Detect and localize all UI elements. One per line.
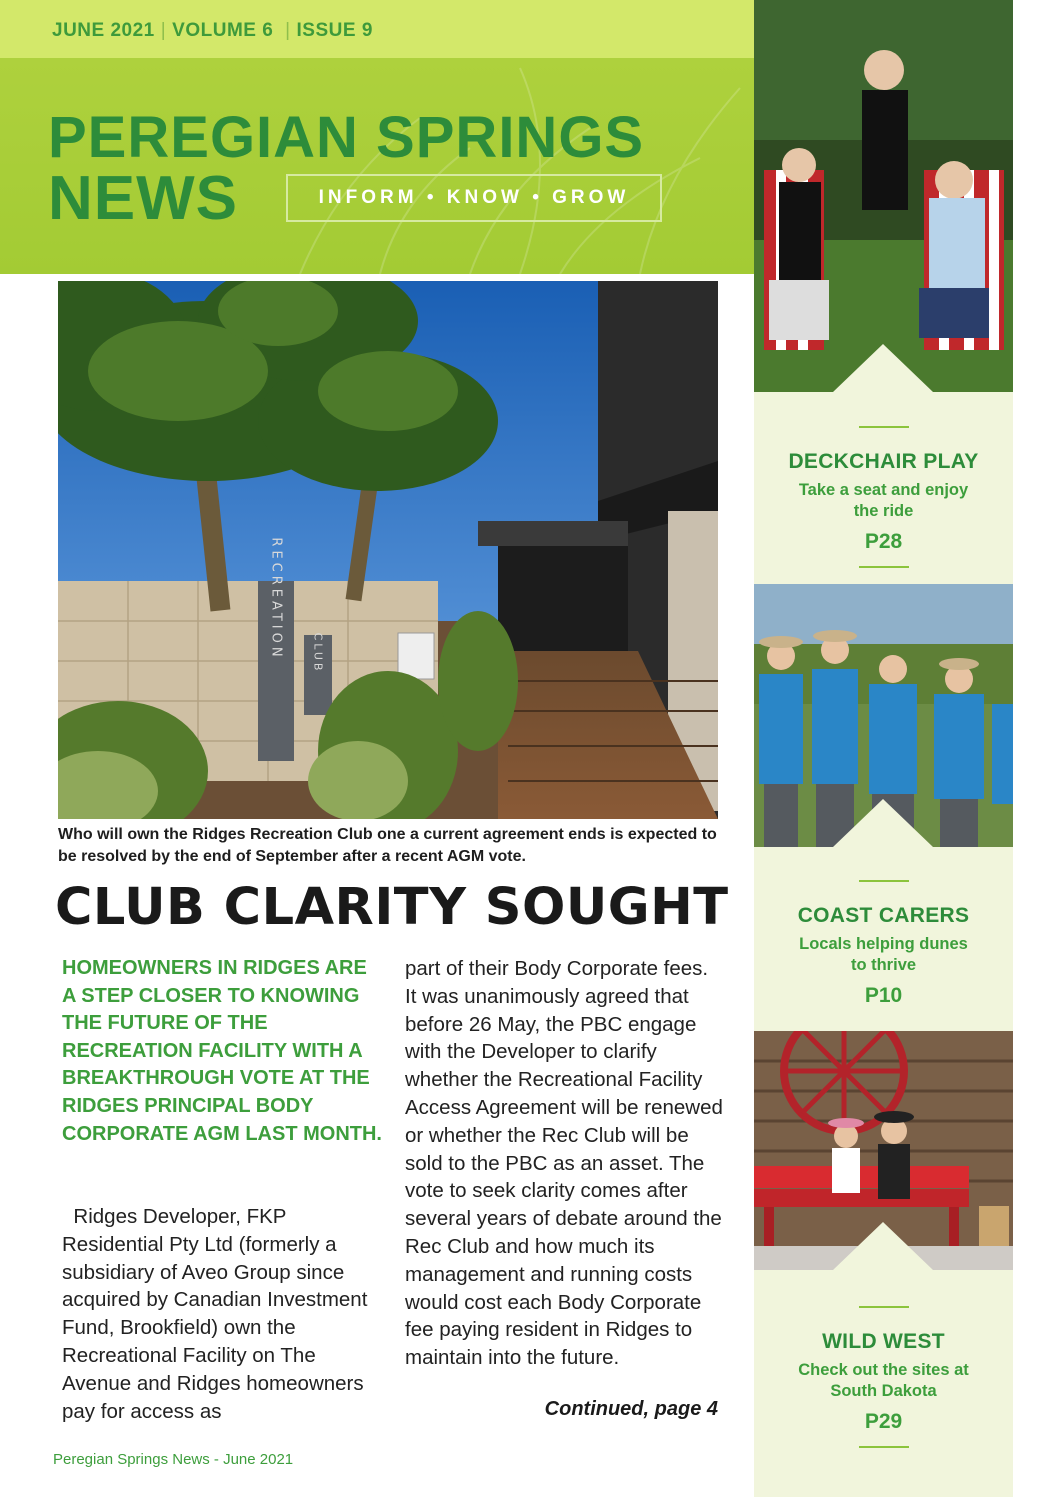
deckchair-photo[interactable] [754, 0, 1013, 392]
promo-divider [859, 880, 909, 882]
promo-wild-west[interactable] [754, 1306, 1013, 1448]
masthead-title-line1: PEREGIAN SPRINGS [48, 105, 645, 170]
issue-date: JUNE 2021 [52, 20, 155, 41]
issue-line: JUNE 2021 | VOLUME 6 | ISSUE 9 [52, 20, 373, 41]
promo-title: WILD WEST [822, 1330, 945, 1353]
photo-caption: Who will own the Ridges Recreation Club one a current agreement ends is expected to be resolved by the end of September after a recent AGM vote. [58, 826, 717, 865]
issue-number: ISSUE 9 [296, 20, 373, 41]
notice-sign [398, 633, 434, 679]
article-column-1-body [62, 1203, 382, 1425]
promo-divider [859, 566, 909, 568]
promo-subtitle: Locals helping dunes to thrive [799, 935, 968, 974]
masthead-tagline: INFORM • KNOW • GROW [286, 174, 662, 222]
article-column-2-body: part of their Body Corporate fees. It was unanimously agreed that before 26 May, the PBC engage with the Developer to clarify whether the Recreational Facility Access Agreement will be renewed or whether the Rec Club will be sold to the PBC as an asset. The vote to seek clarity comes after several years of debate around the Rec Club and how much its management and running costs would cost each Body Corporate fee paying resident in Ridges to maintain into the future. [405, 957, 723, 1370]
promo-divider [859, 1306, 909, 1308]
continued-link[interactable]: Continued, page 4 [544, 1398, 718, 1420]
promo-subtitle: Take a seat and enjoy the ride [798, 481, 969, 520]
wild-west-photo[interactable] [754, 1031, 1013, 1270]
column-1-text: Ridges Developer, FKP Residential Pty Ltd (formerly a subsidiary of Aveo Group since acquired by Canadian Investment Fund, Brookfield) own the Recreational Facility on The Avenue and Ridges homeowners pay for access as [62, 1205, 368, 1423]
page-footer: Peregian Springs News - June 2021 [53, 1451, 294, 1468]
recreation-club-photo [58, 281, 718, 819]
promo-page-number: P29 [864, 1410, 903, 1433]
promo-divider [859, 1446, 909, 1448]
promo-title: DECKCHAIR PLAY [788, 450, 979, 473]
promo-page-number: P10 [864, 984, 903, 1007]
promo-subtitle: Check out the sites at South Dakota [798, 1361, 969, 1400]
promo-title: COAST CARERS [797, 904, 970, 927]
promo-deckchair-play[interactable] [754, 426, 1013, 568]
promo-coast-carers[interactable] [754, 880, 1013, 1008]
promo-page-number: P28 [864, 530, 903, 553]
promo-divider [859, 426, 909, 428]
coast-carers-photo[interactable] [754, 584, 1013, 847]
article-headline: CLUB CLARITY SOUGHT [55, 878, 729, 937]
article-lede: HOMEOWNERS IN RIDGES ARE A STEP CLOSER TO KNOWING THE FUTURE OF THE RECREATION FACILITY WITH A BREAKTHROUGH VOTE AT THE RIDGES PRINCIPAL BODY CORPORATE AGM LAST MONTH. [62, 957, 382, 1145]
sign-text-recreation: RECREATION [268, 537, 284, 661]
sign-text-club: CLUB [311, 632, 325, 674]
masthead-title-line2: NEWS [48, 164, 238, 233]
volume-number: VOLUME 6 [172, 20, 274, 41]
